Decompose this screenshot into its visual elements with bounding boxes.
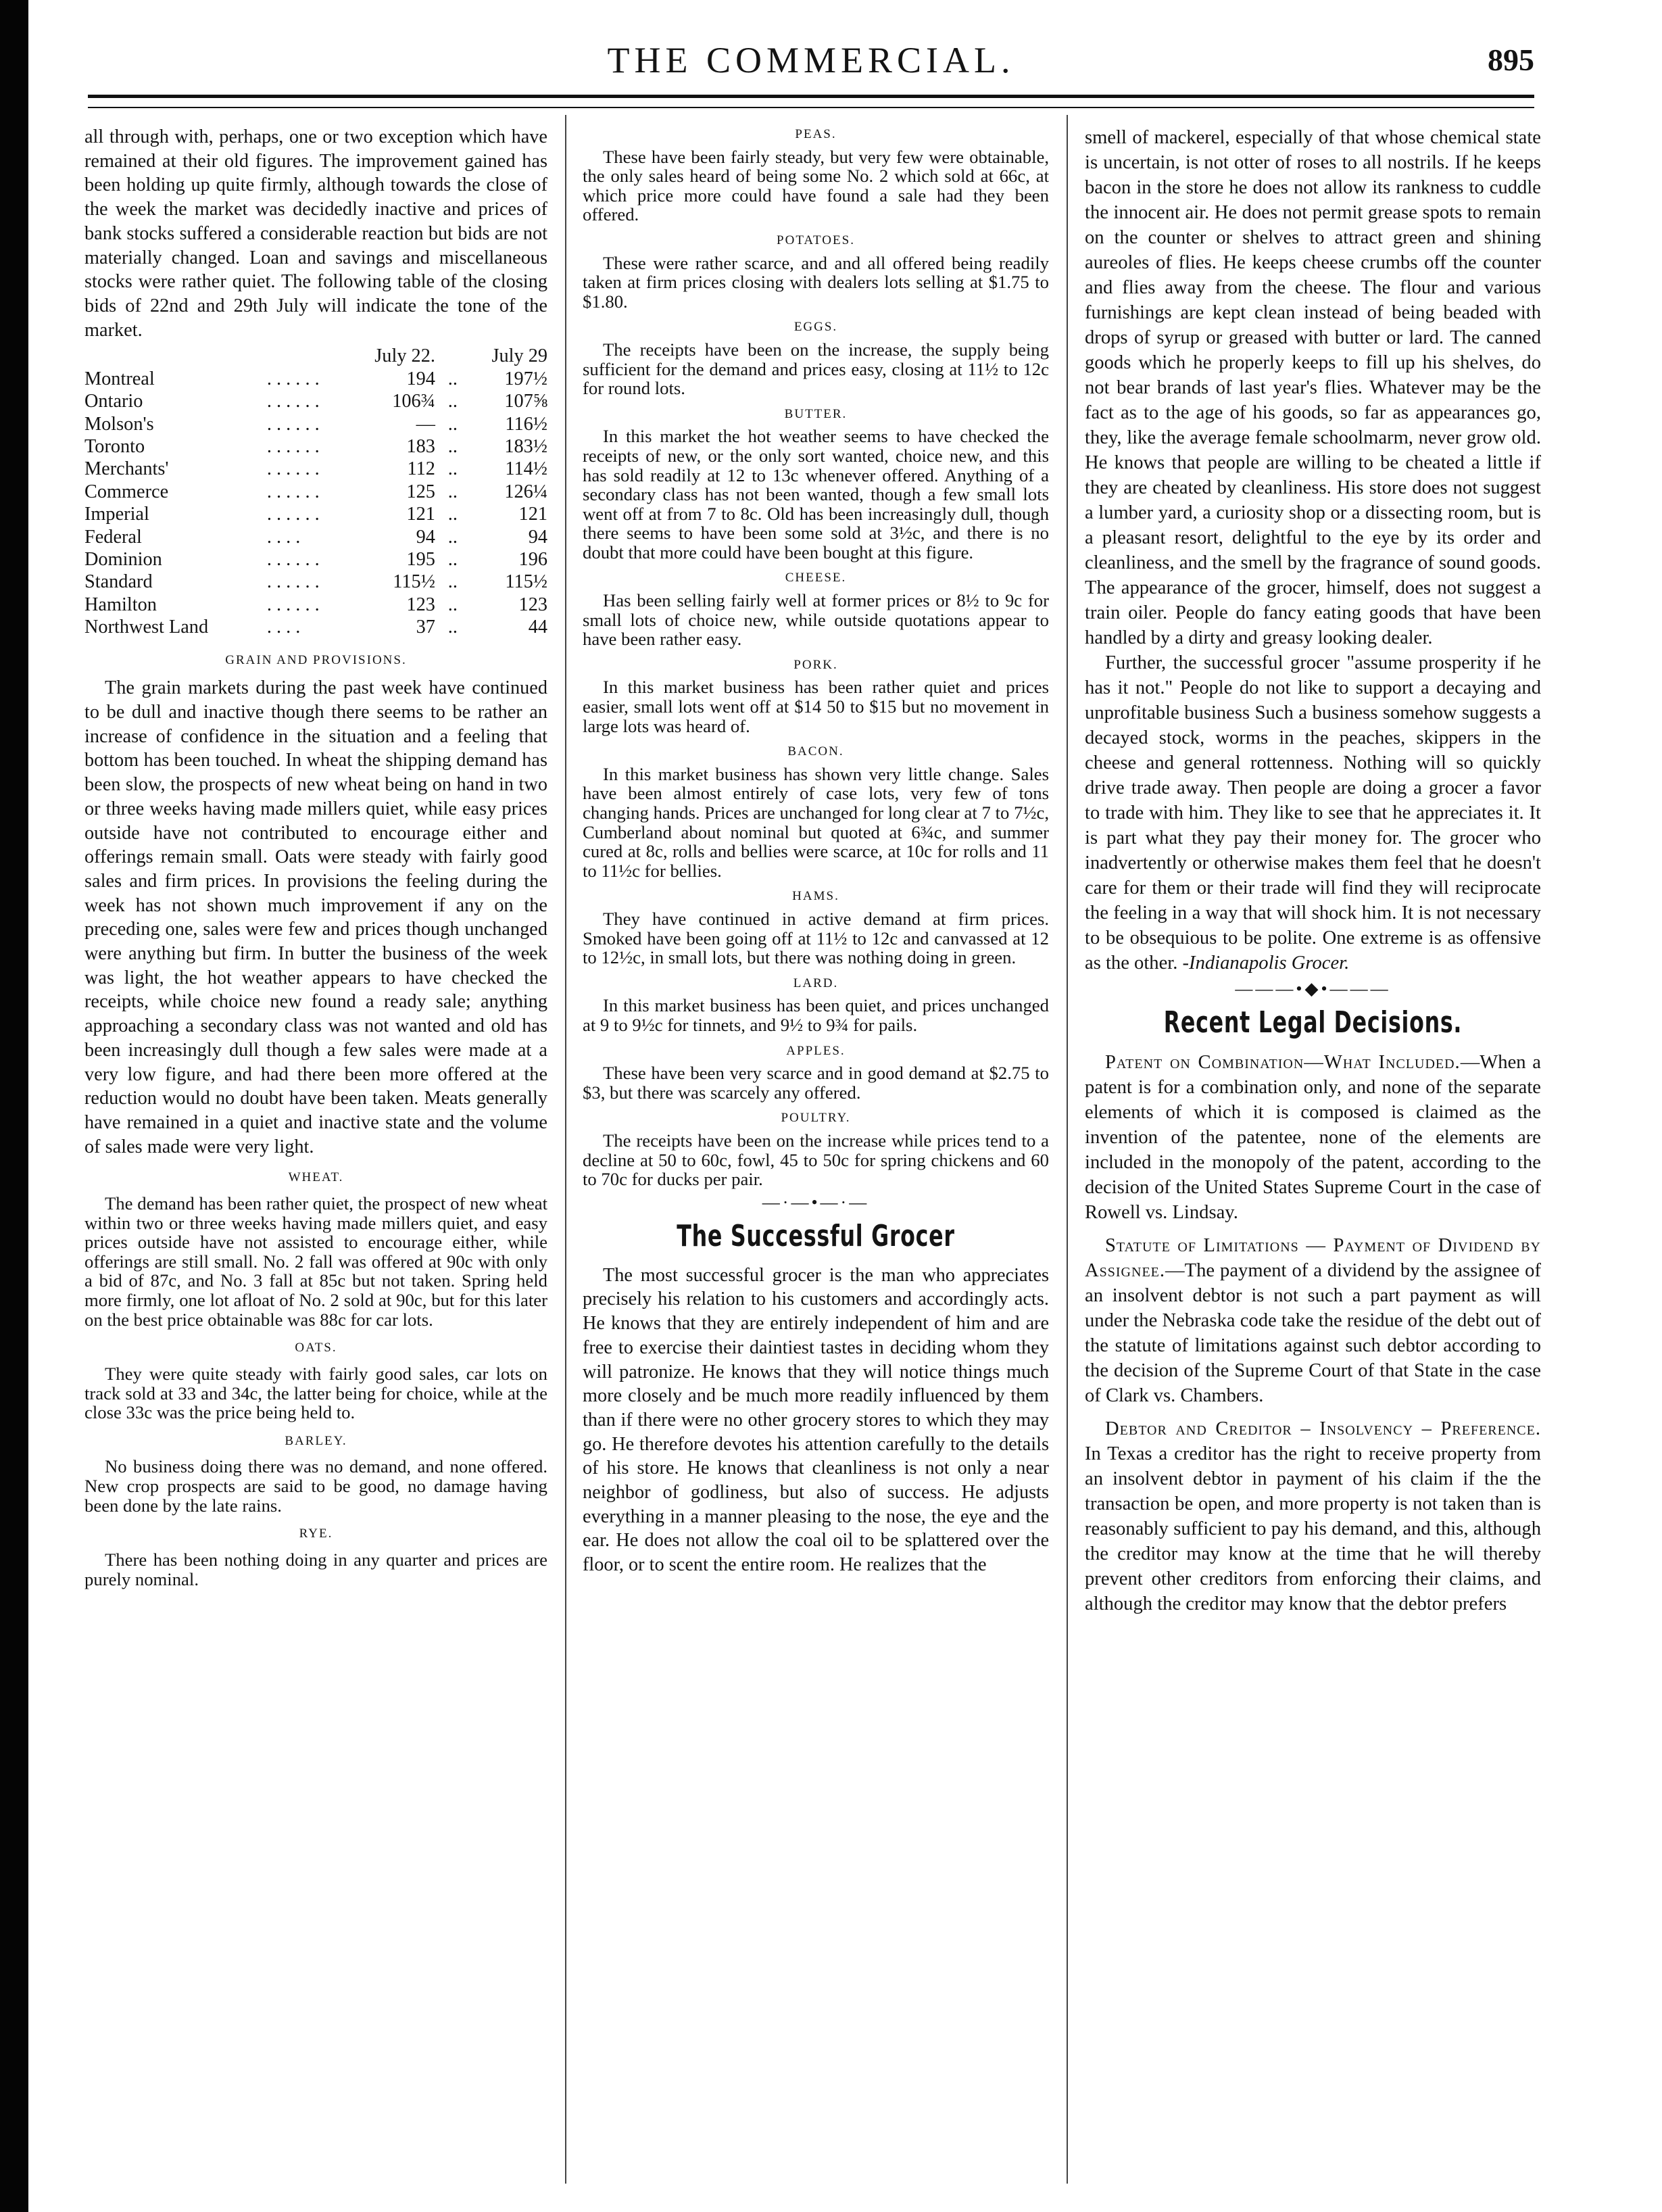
bid-july-22: 195 (406, 548, 435, 570)
stock-name: Federal (84, 526, 142, 548)
bid-july-22: 112 (407, 458, 435, 480)
stock-name: Imperial (84, 504, 149, 525)
bid-july-29: 44 (528, 617, 547, 638)
stock-name: Standard (84, 571, 153, 593)
leader-dots: . . . . (266, 526, 301, 548)
article-paragraph: They have continued in active demand at firm prices. Smoked have been going off at 11½ to 12c and canvassed at 12 to 12½c, in small lots, but there was nothing doing in green. (583, 908, 1049, 968)
column-divider (565, 115, 566, 2184)
article-paragraph: In this market business has shown very little change. Sales have been almost entirely of case lots, very few of tons changing hands. Prices are unchanged for long clear at 7 to 7½c, Cumberland about nominal but quoted at 6¾c, and summer cured at 8c, rolls and bellies were scarce, at 10c for rolls and 11 to 11½c for bellies. (583, 763, 1049, 881)
article-source: Indianapolis Grocer. (1189, 953, 1350, 973)
article-paragraph (1085, 650, 1541, 976)
section-heading: HAMS. (792, 889, 839, 904)
article-paragraph: These have been very scarce and in good demand at $2.75 to $3, but there was scarcely any offered. (583, 1063, 1049, 1103)
stock-name: Toronto (84, 435, 145, 457)
table-row (84, 435, 547, 458)
article-paragraph: No business doing there was no demand, and none offered. New crop prospects are said to be good, no damage having been done by the late rains. (84, 1456, 547, 1516)
section-heading: OATS. (295, 1341, 337, 1355)
article-paragraph: The receipts have been on the increase while prices tend to a decline at 50 to 60c, fowl, 45 to 50c for spring chickens and 60 to 70c for ducks per pair. (583, 1130, 1049, 1190)
section-heading: CHEESE. (785, 571, 847, 585)
bid-july-29: 183½ (504, 435, 547, 457)
table-row (84, 594, 547, 616)
stock-name: Dominion (84, 548, 162, 570)
bid-july-22: — (416, 413, 435, 435)
stock-name: Montreal (84, 368, 155, 389)
leader-dots: . . . . . . (266, 458, 320, 480)
legal-case (1085, 1416, 1541, 1616)
section-heading: EGGS. (793, 320, 838, 335)
bid-july-29: 115½ (505, 571, 547, 593)
separator-dots: .. (447, 368, 458, 389)
bid-july-29: 196 (518, 548, 547, 570)
header-rule-thick (88, 95, 1534, 98)
section-heading: WHEAT. (288, 1170, 344, 1185)
section-heading: BACON. (787, 744, 844, 759)
leader-dots: . . . . . . (266, 594, 320, 615)
case-heading: Debtor and Creditor – Insolvency – Preference. (1105, 1418, 1541, 1439)
case-text: —When a patent is for a combination only, and none of the separate elements of which it is composed is claimed as the invention of the patentee, none of the elements are included in the monopoly of the patent, according to the decision of the United States Supreme Court in the case of Rowell vs. Lindsay. (1085, 1052, 1541, 1223)
separator-dots: .. (447, 458, 458, 480)
bid-july-29: 116½ (505, 413, 547, 435)
section-heading: POULTRY. (781, 1111, 851, 1126)
section-ornament: ———•◆•——— (1235, 979, 1391, 999)
header-rule-thin (88, 107, 1534, 108)
column-right (1085, 125, 1541, 2187)
case-text: —The payment of a dividend by the assignee of an insolvent debtor is not such a part payment as will under the Nebraska code take the residue of the debt out of the statute of limitations against such debtor according to the decision of the Supreme Court of that State in the case of Clark vs. Chambers. (1085, 1260, 1541, 1406)
article-paragraph: In this market the hot weather seems to have checked the receipts of new, or the only sort wanted, choice new, and this has sold readily at 12 to 13c whenever offered. Anything of a secondary class has not been wanted, though a few small lots went off at from 7 to 8c. Old has been increasingly dull, though there seems to have been some sold at 3½c, and there is no doubt that more could have been bought at this figure. (583, 426, 1049, 562)
leader-dots: . . . . . . (266, 435, 320, 457)
table-header-row (84, 345, 547, 367)
bid-july-22: 125 (406, 481, 435, 502)
bid-july-29: 126¼ (504, 481, 547, 502)
section-heading: LARD. (793, 976, 839, 990)
separator-dots: .. (447, 481, 458, 502)
leader-dots: . . . . . . (266, 548, 320, 570)
leader-dots: . . . . . . (266, 413, 320, 435)
leader-dots: . . . . . . (266, 504, 320, 525)
masthead (88, 39, 1534, 80)
article-paragraph: They were quite steady with fairly good sales, car lots on track sold at 33 and 34c, the latter being for choice, while at the close 33c was the price being held to. (84, 1363, 547, 1423)
article-paragraph: In this market business has been rather quiet and prices easier, small lots went off at $14 50 to $15 but no movement in large lots was heard of. (583, 677, 1049, 736)
section-heading: PORK. (793, 657, 838, 672)
article-paragraph: These have been fairly steady, but very few were obtainable, the only sales heard of being some No. 2 which sold at 66c, at which price more could have found a sale had they been offered. (583, 146, 1049, 225)
article-paragraph: In this market business has been quiet, and prices unchanged at 9 to 9½c for tinnets, and 9½ to 9¾ for pails. (583, 995, 1049, 1035)
section-heading: RYE. (299, 1526, 333, 1541)
table-row (84, 616, 547, 638)
article-title: The Successful Grocer (677, 1218, 955, 1253)
leader-dots: . . . . (266, 617, 301, 638)
table-row (84, 481, 547, 503)
table-row (84, 458, 547, 480)
bid-july-29: 121 (518, 504, 547, 525)
table-row (84, 368, 547, 390)
bid-july-29: 197½ (504, 368, 547, 389)
article-paragraph: The demand has been rather quiet, the prospect of new wheat within two or three weeks having made millers quiet, and easy prices outside have not assisted to encourage either, while offerings are still small. No. 2 fall was offered at 90c with only a bid of 87c, and No. 3 fall at 85c but not taken. Spring held more firmly, one lot afloat of No. 2 sold at 90c, but for this later on the best price obtainable was 88c for car lots. (84, 1193, 547, 1330)
article-paragraph: The receipts have been on the increase, the supply being sufficient for the demand and prices easy, closing at 11½ to 12c for round lots. (583, 339, 1049, 399)
separator-dots: .. (447, 391, 458, 412)
bid-july-22: 121 (406, 504, 435, 525)
table-row (84, 503, 547, 525)
stock-name: Commerce (84, 481, 169, 502)
page-number: 895 (1488, 43, 1534, 77)
stock-bids-table (84, 345, 547, 638)
article-paragraph: smell of mackerel, especially of that whose chemical state is uncertain, is not otter of roses to all nostrils. If he keeps bacon in the store he does not allow its rankness to cuddle the innocent air. He does not permit grease spots to remain on the counter or shelves to attract green and shining aureoles of flies. He keeps cheese crumbs off the counter and flies away from the cheese. The flour and various furnishings are kept clean instead of being beaded with drops of syrup or greased with butter or lard. The canned goods which he properly keeps to fill up his shelves, do not bear brands of last year's flies. Whatever may be the fact as to the age of his goods, so far as appearances go, they, like the average female schoolmarm, never grow old. He knows that people are willing to be cheated a little if they are cheated by cleanliness. His store does not suggest a lumber yard, a curiosity shop or a dissecting room, but is a pleasant resort, delightful to the eye by its order and cleanliness, and the smell by the fragrance of sound goods. The appearance of the grocer, himself, does not suggest a train oiler. People do fancy eating goods that have been handled by a dirty and greasy looking dealer. (1085, 127, 1541, 648)
paragraph-text: Further, the successful grocer "assume prosperity if he has it not." People do not like to support a decaying and unprofitable business Such a business somehow suggests a decayed stock, worms in the peaches, skippers in the cheese and general rottenness. Nothing will so quickly drive trade away. Then people are doing a grocer a favor to trade with him. They like to see that he appreciates it. It is part what they pay their money for. The grocer who inadvertently or otherwise makes them feel that he doesn't care for them or their trade will find they will reciprocate the feeling in a way that will shock him. It is not necessary to be obsequious to be polite. One extreme is as offensive as the other. - (1085, 652, 1541, 973)
stock-name: Merchants' (84, 458, 169, 480)
stock-market-intro: all through with, perhaps, one or two exception which have remained at their old figures. The improvement gained has been holding up quite firmly, although towards the close of the week the market was decidedly inactive and prices of bank stocks suffered a considerable reaction but bids are not materially changed. Loan and savings and miscellaneous stocks were rather quiet. The following table of the closing bids of 22nd and 29th July will indicate the tone of the market. (84, 126, 547, 341)
section-ornament: —·—•—·— (762, 1192, 870, 1212)
case-heading: Patent on Combination—What Included. (1105, 1052, 1461, 1073)
column-divider (1067, 115, 1068, 2184)
bid-july-22: 183 (406, 435, 435, 457)
scan-edge (0, 0, 28, 2212)
article-paragraph: The most successful grocer is the man who appreciates precisely his relation to his customers and accordingly acts. He knows that they are entirely independent of him and are free to exercise their daintiest tastes in deciding whom they will patronize. He knows that they will notice things much more closely and be much more readily influenced by them than if there were no other grocery stores to which they may go. He therefore devotes his attention carefully to the details of his store. He knows that cleanliness is not only a near neighbor of godliness, but also of success. He adjusts everything in a manner pleasing to the nose, the eye and the ear. He does not allow the coal oil to be splattered over the floor, or to scent the entire room. He realizes that the (583, 1264, 1049, 1576)
stock-name: Hamilton (84, 594, 157, 615)
bid-july-29: 94 (528, 526, 547, 548)
leader-dots: . . . . . . (266, 481, 320, 502)
leader-dots: . . . . . . (266, 571, 320, 593)
separator-dots: .. (447, 548, 458, 570)
separator-dots: .. (447, 617, 458, 638)
separator-dots: .. (447, 413, 458, 435)
legal-case (1085, 1233, 1541, 1408)
separator-dots: .. (447, 504, 458, 525)
bid-july-22: 123 (406, 594, 435, 615)
separator-dots: .. (447, 571, 458, 593)
table-row (84, 390, 547, 412)
article-title: Recent Legal Decisions. (1163, 1005, 1463, 1040)
table-row (84, 413, 547, 435)
table-row (84, 526, 547, 548)
bid-july-29: 123 (518, 594, 547, 615)
section-heading: BUTTER. (784, 406, 848, 421)
bid-july-29: 107⅝ (504, 391, 547, 412)
case-text: In Texas a creditor has the right to receive property from an insolvent debtor in payment of his claim if the the transaction be open, and more property is not taken than is reasonably sufficient to pay his demand, and this, although the creditor may know at the time that he will thereby prevent other creditors from enforcing their claims, and although the creditor may know that the debtor prefers (1085, 1443, 1541, 1614)
leader-dots: . . . . . . (266, 368, 320, 389)
publication-title: THE COMMERCIAL. (607, 40, 1015, 80)
stock-name: Molson's (84, 413, 154, 435)
article-paragraph: Has been selling fairly well at former prices or 8½ to 9c for small lots of choice new, while outside quotations appear to have been rather easy. (583, 590, 1049, 650)
column-middle (583, 125, 1049, 2187)
bid-july-22: 106¾ (392, 391, 435, 412)
article-paragraph: There has been nothing doing in any quarter and prices are purely nominal. (84, 1549, 547, 1589)
separator-dots: .. (447, 594, 458, 615)
bid-july-22: 37 (416, 617, 435, 638)
leader-dots: . . . . . . (266, 391, 320, 412)
stock-name: Ontario (84, 391, 143, 412)
section-heading: POTATOES. (777, 233, 855, 247)
column-header: July 22. (374, 345, 435, 367)
legal-case (1085, 1050, 1541, 1225)
section-heading: BARLEY. (285, 1433, 347, 1448)
stock-name: Northwest Land (84, 617, 209, 638)
case-heading: Statute of Limitations — Payment of Dividend by Assignee. (1085, 1235, 1541, 1281)
bid-july-22: 194 (406, 368, 435, 389)
column-left (84, 125, 547, 2187)
section-heading: GRAIN AND PROVISIONS. (225, 652, 407, 667)
bid-july-29: 114½ (505, 458, 547, 480)
article-paragraph: These were rather scarce, and and all offered being readily taken at firm prices closing with dealers lots selling at $1.75 to $1.80. (583, 252, 1049, 312)
bid-july-22: 115½ (393, 571, 435, 593)
section-heading: PEAS. (795, 127, 837, 141)
separator-dots: .. (447, 526, 458, 548)
separator-dots: .. (447, 435, 458, 457)
article-paragraph: The grain markets during the past week have continued to be dull and inactive though there seems to be rather an increase of confidence in the situation and a feeling that bottom has been touched. In wheat the shipping demand has been slow, the prospects of new wheat being on hand in two or three weeks having made millers quiet, while easy prices outside have not contributed to encourage either and offerings remain small. Oats were steady with fairly good sales and firm prices. In provisions the feeling during the week has not shown much improvement if any on the preceding one, sales were few and prices though unchanged were anything but firm. In butter the business of the week was light, the hot weather appears to have checked the receipts, while choice new found a ready sale; anything approaching a secondary class was not wanted and old has been increasingly dull though a few sales were made at a very low figure, and had there been more offered at the reduction would no doubt have been taken. Meats generally have remained in a quiet and inactive state and the volume of sales made were very light. (84, 677, 547, 1157)
column-header: July 29 (491, 345, 547, 367)
bid-july-22: 94 (416, 526, 435, 548)
section-heading: APPLES. (786, 1043, 846, 1058)
table-row (84, 571, 547, 593)
table-row (84, 548, 547, 571)
